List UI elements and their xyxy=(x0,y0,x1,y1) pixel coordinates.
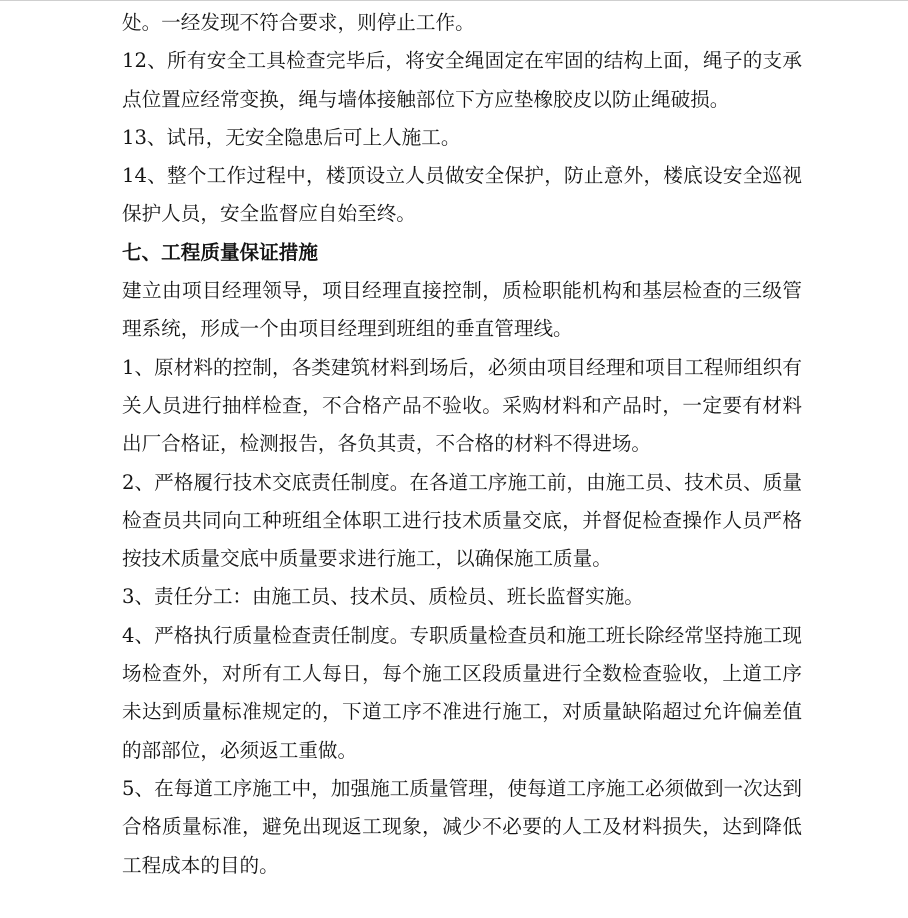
paragraph-item-14: 14、整个工作过程中，楼顶设立人员做安全保护，防止意外，楼底设安全巡视保护人员，安全监督应自始至终。 xyxy=(122,164,802,226)
document-body xyxy=(122,4,802,885)
page-top-border xyxy=(0,0,908,1)
paragraph-item-2: 2、严格履行技术交底责任制度。在各道工序施工前，由施工员、技术员、质量检查员共同向工种班组全体职工进行技术质量交底，并督促检查操作人员严格按技术质量交底中质量要求进行施工，以确保施工质量。 xyxy=(122,470,802,571)
paragraph-item-1: 1、原材料的控制，各类建筑材料到场后，必须由项目经理和项目工程师组织有关人员进行抽样检查，不合格产品不验收。采购材料和产品时，一定要有材料出厂合格证，检测报告，各负其责，不合格的材料不得进场。 xyxy=(122,355,802,456)
paragraph-item-12: 12、所有安全工具检查完毕后，将安全绳固定在牢固的结构上面，绳子的支承点位置应经常变换，绳与墙体接触部位下方应垫橡胶皮以防止绳破损。 xyxy=(122,49,802,111)
paragraph-intro: 建立由项目经理领导，项目经理直接控制，质检职能机构和基层检查的三级管理系统，形成一个由项目经理到班组的垂直管理线。 xyxy=(122,279,802,341)
paragraph-item-13: 13、试吊，无安全隐患后可上人施工。 xyxy=(122,125,461,149)
paragraph-item-3: 3、责任分工：由施工员、技术员、质检员、班长监督实施。 xyxy=(122,585,644,609)
section-heading: 七、工程质量保证措施 xyxy=(122,240,318,264)
paragraph-item-5: 5、在每道工序施工中，加强施工质量管理，使每道工序施工必须做到一次达到合格质量标准，避免出现返工现象，减少不必要的人工及材料损失，达到降低工程成本的目的。 xyxy=(122,776,802,877)
paragraph-continuation: 处。一经发现不符合要求，则停止工作。 xyxy=(122,11,475,34)
paragraph-item-4: 4、严格执行质量检查责任制度。专职质量检查员和施工班长除经常坚持施工现场检查外，对所有工人每日，每个施工区段质量进行全数检查验收，上道工序未达到质量标准规定的，下道工序不准进行施工，对质量缺陷超过允许偏差值的部部位，必须返工重做。 xyxy=(122,623,802,762)
